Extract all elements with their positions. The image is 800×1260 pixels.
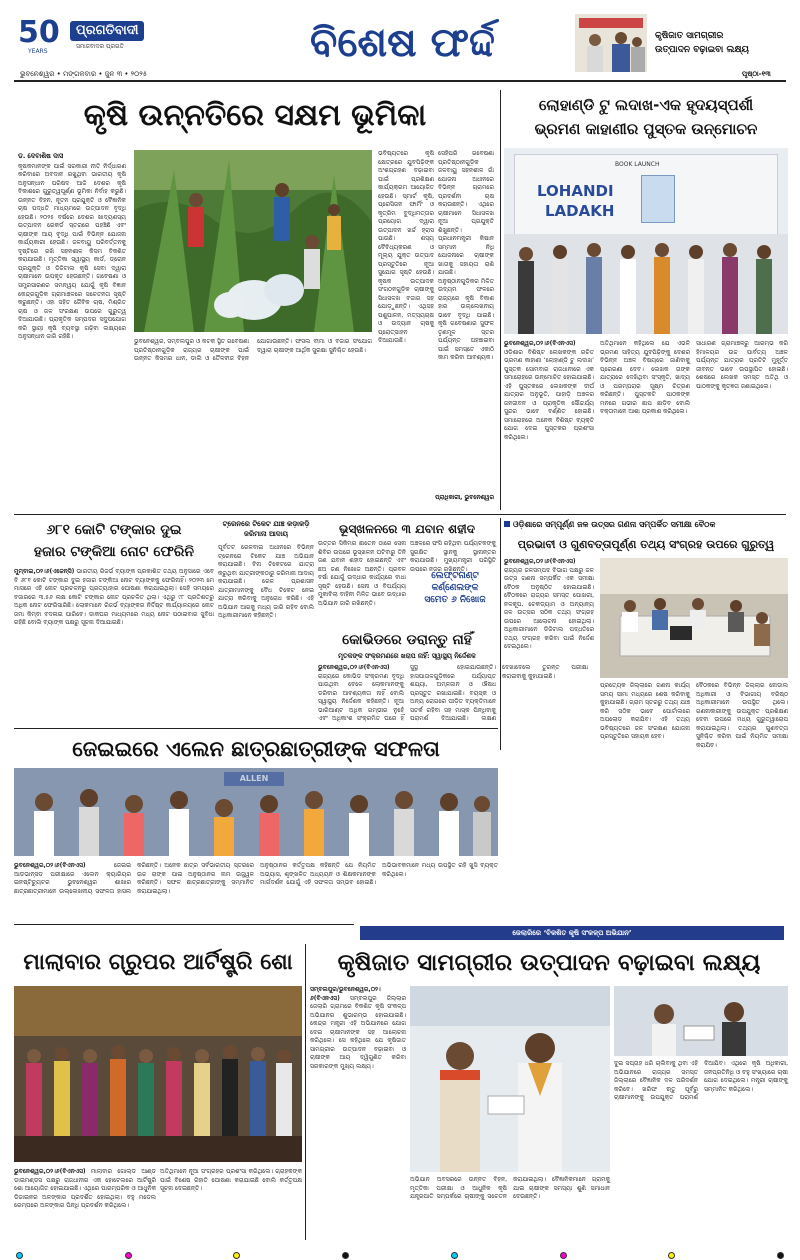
article-text bbox=[318, 664, 588, 724]
story-agri-role-col-2 bbox=[134, 338, 372, 498]
dateline: ଭୁବନେଶ୍ୱର,୦୨।୬(ବିଏନଏସ) bbox=[504, 558, 576, 565]
story-covid-subhead: ମୃତକଙ୍କ ସଂକ୍ରମଣରେ ଖରାପ ନାହିଁ: ସ୍ୱାସ୍ଥ୍ୟ ନିର୍ଦ୍ଦେଶକ bbox=[338, 652, 476, 660]
article-text bbox=[504, 558, 594, 652]
article-text: ପ୍ରତ୍ୟେକ ଜିଲ୍ଲାରେ ଗଣନା କାର୍ଯ୍ୟ ସମୟ ସୀମା ମଧ୍ୟରେ ଶେଷ କରିବାକୁ କୁହାଯାଇଛି। ଗ୍ରାମ ସ୍ତରରୁ ତଥ୍ୟ ଯାଞ୍ଚ କରି ସଠିକ ଭାବେ ପୋର୍ଟାଲରେ ଅପଲୋଡ଼ କରାଯିବ। ଏହି ତଥ୍ୟ ଭବିଷ୍ୟତରେ ଜଳ ସଂରକ୍ଷଣ ଯୋଜନା ପ୍ରସ୍ତୁତିରେ ସହାୟକ ହେବ। bbox=[600, 682, 690, 741]
campaign-banner bbox=[360, 926, 784, 940]
story-2000-notes-headline-1: ୬୮୧ କୋଟି ଟଙ୍କାର ଦୁଇ bbox=[46, 522, 182, 538]
story-malabar-headline: ମାଲାବାର ଗ୍ରୁପର ଆର୍ଟିଷ୍ଟ୍ରି ଶୋ bbox=[23, 950, 293, 975]
story-agri-role-footer: ପ୍ରାଧିକାରୀ, ଭୁବନେଶ୍ୱର bbox=[435, 494, 494, 501]
story-landslide-body bbox=[318, 540, 406, 624]
registration-dot bbox=[451, 1252, 458, 1259]
story-landslide-body-2 bbox=[410, 540, 496, 573]
registration-dot bbox=[668, 1252, 675, 1259]
story-2000-notes-headline-2: ହଜାର ଟଙ୍କିଆ ନୋଟ ଫେରିନି bbox=[33, 544, 195, 560]
allen-photo bbox=[14, 768, 498, 856]
issue-dateline: ଭୁବନେଶ୍ୱର • ମଙ୍ଗଳବାର • ଜୁନ ୩ • ୨୦୨୫ bbox=[20, 70, 148, 78]
story-allen-jee-headline: ଜେଇଇରେ ଏଲେନ ଛାତ୍ରଛାତ୍ରୀଙ୍କ ସଫଳତା bbox=[72, 737, 440, 761]
story-book-launch-col-1 bbox=[504, 340, 594, 506]
story-allen-jee-body-2 bbox=[260, 862, 498, 920]
divider bbox=[14, 924, 354, 925]
article-text: ଅତିଥିମାନେ ନୂଆ ସଂଗ୍ରହର ପ୍ରଶଂସା କରିଥିଲେ। ଗ୍ରାହକଙ୍କ ପାଇଁ ବିଶେଷ ରିହାତି ଘୋଷଣା କରାଯାଇଛି ବୋଲି କର୍ତ୍ତୃପକ୍ଷ ସୂଚନା ଦେଇଛନ୍ତି। bbox=[160, 1168, 302, 1193]
story-allen-jee-body bbox=[14, 862, 254, 920]
headline-1-text: ଓଡ଼ିଶାରେ ସମ୍ପୂର୍ଣ୍ଣ ଜଳ ଉତ୍ସର ଗଣନା ସମ୍ପର୍କିତ ସମୀକ୍ଷା ବୈଠକ bbox=[513, 520, 716, 529]
malabar-show-photo bbox=[14, 986, 302, 1162]
registration-dot bbox=[233, 1252, 240, 1259]
masthead-rule bbox=[14, 80, 786, 82]
article-text-span: ଭାରତୀୟ ରିଜର୍ଭ ବ୍ୟାଙ୍କ ପ୍ରକାଶିତ ତଥ୍ୟ ଅନୁସାରେ ଏବେ ବି ୬୮୧ କୋଟି ଟଙ୍କାର ଦୁଇ ହଜାର ଟଙ୍କିଆ ନୋଟ ବ୍ୟାଙ୍କକୁ ଫେରିନାହିଁ। ୨୦୨୩ ମେ ମାସରେ ଏହି ନୋଟ ପ୍ରଚଳନରୁ ପ୍ରତ୍ୟାହାର ଘୋଷଣା କରାଯାଇଥିଲା। ସେହି ସମୟରେ ବଜାରରେ ୩.୫୬ ଲକ୍ଷ କୋଟି ଟଙ୍କାର ନୋଟ ପ୍ରଚଳିତ ଥିଲା। ଏଥିରୁ ୯୮ ପ୍ରତିଶତରୁ ଅଧିକ ନୋଟ ଫେରିସାରିଛି। ଲୋକମାନେ ରିଜର୍ଭ ବ୍ୟାଙ୍କର ନିର୍ଦ୍ଦିଷ୍ଟ କାର୍ଯ୍ୟାଳୟରେ ନୋଟ ଜମା କିମ୍ବା ବଦଳାଇ ପାରିବେ। ଡାକଘର ମାଧ୍ୟମରେ ମଧ୍ୟ ନୋଟ ପଠାଇବାର ସୁବିଧା ରହିଛି ବୋଲି ବ୍ୟାଙ୍କ ପକ୍ଷରୁ ସୂଚନା ଦିଆଯାଇଛି। bbox=[14, 568, 214, 627]
article-text bbox=[504, 340, 594, 442]
story-agri-production-col-1 bbox=[310, 986, 406, 1236]
dateline: ଭୁବନେଶ୍ୱର,୦୨।୬(ବିଏନଏସ) bbox=[14, 1168, 86, 1175]
promo-line-2: ଉତ୍ପାଦନ ବଢ଼ାଇବା ଲକ୍ଷ୍ୟ bbox=[655, 45, 749, 55]
dateline: ଭୁବନେଶ୍ୱର,୦୨।୬(ବିଏନଏସ) bbox=[14, 862, 86, 869]
story-agri-role-col-4 bbox=[438, 150, 494, 490]
dateline: ମୁମ୍ବାଇ,୦୨।୬(ଏଜେନ୍ସି) bbox=[14, 568, 75, 575]
dateline: ସମ୍ବଲପୁର/ଭୁବନେଶ୍ୱର,୦୨।୬(ବିଏନଏସ) bbox=[310, 986, 381, 1002]
story-water-census-headline-1 bbox=[504, 520, 788, 534]
divider bbox=[500, 90, 501, 510]
story-train-check-headline-1: ଟ୍ରେନରେ ଟିକେଟ ଯାଞ୍ଚ କଡ଼ାକଡ଼ି bbox=[222, 520, 310, 528]
article-text: ଉତ୍ତର ସିକିମର ଛାତେନ ଠାରେ ସେନା ଶିବିର ଉପରେ ଭୂସ୍ଖଳନ ଘଟିବାରୁ ତିନି ଜଣ ଯବାନ ଶହୀଦ ହୋଇଛନ୍ତି ଏବଂ ଛଅ ଜଣ ନିଖୋଜ ଅଛନ୍ତି। ପ୍ରବଳ ବର୍ଷା ଯୋଗୁଁ ଉଦ୍ଧାର କାର୍ଯ୍ୟରେ ବାଧା ସୃଷ୍ଟି ହେଉଛି। ସେନା ଓ ବିପର୍ଯ୍ୟୟ ମୁକାବିଲା ବାହିନୀ ମିଳିତ ଭାବେ ଉଦ୍ଧାର ଅଭିଯାନ ଜାରି ରଖିଛନ୍ତି। bbox=[318, 540, 406, 607]
paper-tagline: ସମାଜବାଦର ପ୍ରଗତି bbox=[76, 43, 124, 50]
paper-name: ପ୍ରଗତିବାଦୀ bbox=[70, 21, 144, 41]
story-malabar-body bbox=[14, 1168, 156, 1238]
banner-title-1: LOHANDI bbox=[537, 182, 614, 200]
article-text-span: ରାଜ୍ୟର ଜଳସମ୍ପଦ ବିଭାଗ ପକ୍ଷରୁ ଜଳ ଉତ୍ସ ଗଣନା ସମ୍ପର୍କିତ ଏକ ସମୀକ୍ଷା ବୈଠକ ଅନୁଷ୍ଠିତ ହୋଇଯାଇଛି। ବୈଠକରେ ରାଜ୍ୟର ସମସ୍ତ ପୋଖରୀ, ନଳକୂପ, ଚେକଡ୍ୟାମ ଓ ଅନ୍ୟାନ୍ୟ ଜଳ ଉତ୍ସର ସଠିକ ତଥ୍ୟ ସଂଗ୍ରହ ଉପରେ ଆଲୋଚନା ହୋଇଥିଲା। ଅଧିକାରୀମାନେ ଡିଜିଟାଲ ପଦ୍ଧତିରେ ତଥ୍ୟ ସଂଗ୍ରହ କରିବା ପାଇଁ ନିର୍ଦ୍ଦେଶ ଦେଇଥିଲେ। bbox=[504, 566, 594, 651]
story-agri-production-headline: କୃଷିଜାତ ସାମଗ୍ରୀର ଉତ୍ପାଦନ ବଢ଼ାଇବା ଲକ୍ଷ୍ୟ bbox=[337, 950, 761, 976]
banner-title-2: LADAKH bbox=[545, 202, 615, 220]
story-agri-production-col-3 bbox=[614, 1060, 788, 1236]
story-water-census-col-2 bbox=[600, 682, 690, 746]
minister-photo bbox=[410, 986, 610, 1172]
article-text-span: ଜେଇଇ ଆଡଭାନ୍ସଡ ପରୀକ୍ଷାରେ ଏଲେନ କ୍ୟାରିୟର ଇନଷ୍ଟିଚ୍ୟୁଟର ଭୁବନେଶ୍ୱର ଶାଖାର ଛାତ୍ରଛାତ୍ରୀମାନେ ଉଲ୍ଲେଖନୀୟ ସଫଳତା ହାସଲ କରିଛନ୍ତି। ଅନେକ ଛାତ୍ର ସର୍ବଭାରତୀୟ ସ୍ତରରେ ଉଚ୍ଚ ରାଙ୍କ ପାଇ ଅନୁଷ୍ଠାନର ନାମ ଉଜ୍ଜ୍ୱଳ କରିଛନ୍ତି। ସଫଳ ଛାତ୍ରଛାତ୍ରୀଙ୍କୁ ସମ୍ମାନିତ କରାଯାଇଥିଲା। bbox=[14, 862, 254, 895]
story-book-launch-headline-2: ଭ୍ରମଣ କାହାଣୀର ପୁସ୍ତକ ଉନ୍ମୋଚନ bbox=[534, 120, 758, 138]
story-covid bbox=[318, 628, 588, 724]
divider bbox=[500, 518, 501, 750]
dateline: ଭୁବନେଶ୍ୱର,୦୨।୬(ବିଏନଏସ) bbox=[318, 664, 390, 671]
article-text: ଅଭିଯାନ ଅବସରରେ ଉନ୍ନତ ବିହନ, ମୃତ୍ତିକା ପରୀକ୍ଷା ଓ ଆଧୁନିକ କୃଷି ଯନ୍ତ୍ରପାତି ସମ୍ପର୍କରେ ଚାଷୀଙ୍କୁ ସଚେତନ କରାଯାଇଥିଲା। ବୈଜ୍ଞାନିକମାନେ ଗ୍ରାମକୁ ଯାଇ ଚାଷୀଙ୍କ ସମସ୍ୟା ଶୁଣି ସମାଧାନ ଦେଉଛନ୍ତି। bbox=[410, 1176, 610, 1201]
article-text: ସେହିପରି ଗବେଷଣା ପ୍ରତିଷ୍ଠାନଗୁଡ଼ିକ ଜଳବାୟୁ ସହନଶୀଳ ଗାଁ ଯୋଜନା ଅଧୀନରେ ବିଭିନ୍ନ ଗ୍ରାମରେ ପ୍ରଦର୍ଶନୀ ଚାଷ କରାଉଛନ୍ତି। ଏଥିରେ ଚାଷୀମାନେ ସିଧାସଳଖ ନୂଆ ପ୍ରଯୁକ୍ତି ଶିଖୁଛନ୍ତି। ପ୍ରଧାନମନ୍ତ୍ରୀ କିଷାନ ସମ୍ମାନ ନିଧି ଯୋଜନାରେ ଚାଷୀଙ୍କ ଖାତାକୁ ସହାୟତା ରାଶି ଯାଉଛି। ଅନୁଷ୍ଠାନଗୁଡ଼ିକର ମିଳିତ ଉଦ୍ୟମ ଫଳରେ ରାଜ୍ୟରେ କୃଷି ବିକାଶ ହାର ଉଲ୍ଲେଖନୀୟ ଭାବେ ବୃଦ୍ଧି ପାଇଛି। କୃଷି ଗବେଷଣାର ସୁଫଳ ତୃଣମୂଳ ସ୍ତର ପର୍ଯ୍ୟନ୍ତ ପହଞ୍ଚାଇବା ପାଇଁ ସମସ୍ତେ ଏକାଠି କାମ କରିବା ଆବଶ୍ୟକ। bbox=[438, 150, 494, 362]
registration-dot bbox=[16, 1252, 23, 1259]
guests-group bbox=[504, 234, 788, 334]
review-meeting-photo bbox=[600, 558, 788, 678]
article-text-span: ମାଲାବାର ଗୋଲ୍ଡ ଆଣ୍ଡ ଡାଇମଣ୍ଡସ ପକ୍ଷରୁ ରାଜଧାନୀର ଏକ ହୋଟେଲରେ ଆର୍ଟିଷ୍ଟ୍ରି ଶୋ ଆୟୋଜିତ ହୋଇଯାଇଛି। ଏଥିରେ ପାରମ୍ପରିକ ଓ ଆଧୁନିକ ଡିଜାଇନର ଅଳଙ୍କାର ପ୍ରଦର୍ଶିତ ହୋଇଥିଲା। ବହୁ ମଡେଲ ରେମ୍ପରେ ଅଳଙ୍କାର ପିନ୍ଧି ପ୍ରଦର୍ଶନ କରିଥିଲେ। bbox=[14, 1168, 156, 1210]
story-water-census-col-1 bbox=[504, 558, 594, 746]
article-text-span: ଓଡ଼ିଶାର ବିଶିଷ୍ଟ ଲେଖକଙ୍କ ରଚିତ ଭ୍ରମଣ କାହାଣୀ ‘ଲୋହାଣ୍ଡି ଟୁ ଲଦାଖ’ ପୁସ୍ତକ ସୋମବାର ରାଜଧାନୀରେ ଏକ ସମାରୋହରେ ଉନ୍ମୋଚିତ ହୋଇଯାଇଛି। ଏହି ପୁସ୍ତକରେ ଲେଖକଙ୍କ ଦୀର୍ଘ ଯାତ୍ରାର ଅନୁଭୂତି, ପାହାଡ଼ି ଅଞ୍ଚଳର ଜନଜୀବନ ଓ ପ୍ରାକୃତିକ ସୌନ୍ଦର୍ଯ୍ୟ ସୁନ୍ଦର ଭାବେ ବର୍ଣ୍ଣିତ ହୋଇଛି। ସମାରୋହରେ ଅନେକ ବିଶିଷ୍ଟ ବ୍ୟକ୍ତି ଯୋଗ ଦେଇ ପୁସ୍ତକର ପ୍ରଶଂସା କରିଥିଲେ। bbox=[504, 348, 594, 441]
story-agri-role-headline: କୃଷି ଉନ୍ନତିରେ ସକ୍ଷମ ଭୂମିକା bbox=[83, 98, 427, 133]
story-water-census-col-3 bbox=[696, 682, 788, 749]
logo-sub: YEARS bbox=[28, 48, 48, 55]
book-cover bbox=[641, 175, 675, 223]
article-text: କୃଷକମାନଙ୍କ ପାଇଁ ସରକାରୀ ନୀତି ନିର୍ଦ୍ଧାରଣ କରିବାରେ ଅବଦାନ ରଖୁଥିବା ଭାରତୀୟ କୃଷି ଅନୁସନ୍ଧାନ ପରିଷଦ ଆଜି ଦେଶର କୃଷି ବିକାଶରେ ଗୁରୁତ୍ୱପୂର୍ଣ୍ଣ ଭୂମିକା ନିର୍ବାହ କରୁଛି। ଉନ୍ନତ ବିହନ, ନୂତନ ପ୍ରଯୁକ୍ତି ଓ ବୈଜ୍ଞାନିକ ଚାଷ ପଦ୍ଧତି ମାଧ୍ୟମରେ ଉତ୍ପାଦନ ବୃଦ୍ଧି ହେଉଛି। ୨୦୨୫ ବର୍ଷରେ ଦେଶର ଖାଦ୍ୟଶସ୍ୟ ଉତ୍ପାଦନ ରେକର୍ଡ ସ୍ତରରେ ପହଞ୍ଚିଛି ଏବଂ ଚାଷୀଙ୍କ ଆୟ ବୃଦ୍ଧି ପାଇଁ ବିଭିନ୍ନ ଯୋଜନା କାର୍ଯ୍ୟକାରୀ ହେଉଛି। ଜଳବାୟୁ ପରିବର୍ତ୍ତନକୁ ଦୃଷ୍ଟିରେ ରଖି ସହନଶୀଳ କିସମ ବିକଶିତ କରାଯାଉଛି। ମୃତ୍ତିକା ସ୍ୱାସ୍ଥ୍ୟ କାର୍ଡ, ଡ୍ରୋନ ପ୍ରଯୁକ୍ତି ଓ ଡିଜିଟାଲ କୃଷି ସେବା ଦ୍ୱାରା ଚାଷୀମାନେ ଉପକୃତ ହେଉଛନ୍ତି। ଗବେଷଣା ଓ ସମ୍ପ୍ରସାରଣର ସମନ୍ୱୟ ଯୋଗୁଁ କୃଷି ବିଜ୍ଞାନ କେନ୍ଦ୍ରଗୁଡ଼ିକ ଗ୍ରାମାଞ୍ଚଳରେ ସଚେତନତା ସୃଷ୍ଟି କରୁଛନ୍ତି। ଏହା ସହିତ ଜୈବିକ ଚାଷ, ମିଶ୍ରିତ ଚାଷ ଓ ଜଳ ସଂରକ୍ଷଣ ଉପରେ ଗୁରୁତ୍ୱ ଦିଆଯାଉଛି। ପ୍ରାକୃତିକ ସମ୍ପଦର ସଦୁପଯୋଗ କରି ସ୍ଥାୟୀ କୃଷି ବ୍ୟବସ୍ଥା ଗଢ଼ିବା ଲକ୍ଷ୍ୟରେ ଅନୁସନ୍ଧାନ ଜାରି ରହିଛି। bbox=[18, 162, 126, 341]
registration-dot bbox=[342, 1252, 349, 1259]
masthead bbox=[0, 0, 800, 88]
article-text: ବୈଠକରେ ବିଭିନ୍ନ ଜିଲ୍ଲାର ନୋଡାଲ ଅଧିକାରୀ ଓ ବିଭାଗୀୟ ବରିଷ୍ଠ ଅଧିକାରୀମାନେ ଉପସ୍ଥିତ ଥିଲେ। ଗଣନାକାରୀଙ୍କୁ ଉପଯୁକ୍ତ ପ୍ରଶିକ୍ଷଣ ଦେବା ଉପରେ ମଧ୍ୟ ଗୁରୁତ୍ୱାରୋପ କରାଯାଇଥିଲା। ତଥ୍ୟର ଗୁଣବତ୍ତା ସୁନିଶ୍ଚିତ କରିବା ପାଇଁ ନିୟମିତ ସମୀକ୍ଷା କରାଯିବ। bbox=[696, 682, 788, 749]
landslide-subhead bbox=[414, 570, 496, 606]
book-launch-photo bbox=[504, 148, 788, 334]
agri-field-photo bbox=[134, 150, 372, 332]
story-landslide bbox=[318, 518, 496, 624]
subhead-line-1: ଲେଫ୍ଟନାଣ୍ଟ bbox=[431, 571, 479, 581]
square-bullet bbox=[504, 521, 510, 527]
article-text: ଭୁବନେଶ୍ୱର, ସମ୍ବଲପୁର ଓ କଟକ ସ୍ଥିତ ଗବେଷଣା ପ୍ରତିଷ୍ଠାନଗୁଡ଼ିକ ରାଜ୍ୟର ଚାଷୀଙ୍କ ପାଇଁ ଉନ୍ନତ କିସମର ଧାନ, ଡାଲି ଓ ତୈଳବୀଜ ବିହନ ଯୋଗାଉଛନ୍ତି। ଫସଲ ବୀମା ଓ ବଜାର ସଂଯୋଗ ଦ୍ୱାରା ଚାଷୀଙ୍କ ଆର୍ଥିକ ସୁରକ୍ଷା ସୁନିଶ୍ଚିତ ହେଉଛି। bbox=[134, 338, 372, 363]
article-text: ପୂର୍ବତଟ ରେଳବାଇ ଅଧୀନରେ ବିଭିନ୍ନ ଟ୍ରେନରେ ଟିକେଟ ଯାଞ୍ଚ ଅଭିଯାନ କରାଯାଇଛି। ବିନା ଟିକେଟରେ ଯାତ୍ରା କରୁଥିବା ଯାତ୍ରୀଙ୍କଠାରୁ ଜରିମାନା ଆଦାୟ କରାଯାଇଛି। ରେଳ ପ୍ରଶାସନ ଯାତ୍ରୀମାନଙ୍କୁ ବୈଧ ଟିକେଟ ନେଇ ଯାତ୍ରା କରିବାକୁ ଅନୁରୋଧ କରିଛି। ଏହି ଅଭିଯାନ ଆଗକୁ ମଧ୍ୟ ଜାରି ରହିବ ବୋଲି ଅଧିକାରୀମାନେ କହିଛନ୍ତି। bbox=[218, 544, 314, 620]
campaign-banner-text: ଜେଲାରିରେ ‘ବିକଶିତ କୃଷି ସଂକଳ୍ପ ଅଭିଯାନ’ bbox=[512, 929, 632, 937]
registration-dot bbox=[125, 1252, 132, 1259]
promo-line-1: କୃଷିଜାତ ସାମଗ୍ରୀର bbox=[655, 31, 724, 41]
story-train-check-headline-2: ଜରିମାନା ଆଦାୟ bbox=[243, 530, 288, 538]
fifty-years-emblem bbox=[18, 15, 62, 64]
article-text-span: ରାଜ୍ୟରେ କୋଭିଡ ସଂକ୍ରମଣ ବୃଦ୍ଧି ପାଉଥିବା ବେଳେ ଲୋକମାନଙ୍କୁ ଡରିବାର ଆବଶ୍ୟକତା ନାହିଁ ବୋଲି ସ୍ୱାସ୍ଥ୍ୟ ନିର୍ଦ୍ଦେଶକ କହିଛନ୍ତି। ନୂଆ ଭାରିଆଣ୍ଟ ଅଧିକ ଗମ୍ଭୀର ନୁହେଁ ଏବଂ ଅଧିକାଂଶ ସଂକ୍ରମିତ ଘରେ ହିଁ ସୁସ୍ଥ ହୋଇଯାଉଛନ୍ତି। ହାସପାତାଳଗୁଡ଼ିକରେ ପର୍ଯ୍ୟାପ୍ତ ଶଯ୍ୟା, ଅମ୍ଳଜାନ ଓ ଔଷଧ ପ୍ରସ୍ତୁତ ରଖାଯାଇଛି। ବୟସ୍କ ଓ ଅନ୍ୟ ରୋଗରେ ପୀଡ଼ିତ ବ୍ୟକ୍ତିମାନେ ସତର୍କ ରହିବା ସହ ମାସ୍କ ପିନ୍ଧିବାକୁ ପରାମର୍ଶ ଦିଆଯାଇଛି। ଲକ୍ଷଣ ଦେଖାଦେଲେ ତୁରନ୍ତ ପରୀକ୍ଷା କରାଇବାକୁ କୁହାଯାଇଛି। bbox=[318, 664, 588, 723]
story-2000-notes bbox=[14, 518, 214, 724]
subhead-line-3: ସମେତ ୬ ନିଖୋଜ bbox=[424, 595, 486, 606]
story-covid-headline: କୋଭିଡରେ ଡରାନ୍ତୁ ନାହିଁ bbox=[342, 632, 472, 648]
section-title: ବିଶେଷ ଫର୍ଦ୍ଦ bbox=[310, 20, 495, 66]
article-text bbox=[310, 986, 406, 1071]
story-book-launch-col-3 bbox=[696, 340, 788, 506]
registration-dot bbox=[777, 1252, 784, 1259]
page-number: ପୃଷ୍ଠା-୧୩ bbox=[742, 70, 771, 78]
story-agri-production-col-2 bbox=[410, 1176, 610, 1236]
article-text: ଅତିଥିମାନେ କହିଥିଲେ ଯେ ଏଭଳି ଭ୍ରମଣ ସାହିତ୍ୟ ଯୁବପିଢ଼ିଙ୍କୁ ଦେଶର ବିଭିନ୍ନ ଅଞ୍ଚଳ ବିଷୟରେ ଜାଣିବାକୁ ପ୍ରେରଣା ଦେବ। ଲେଖକ ତାଙ୍କ ଯାତ୍ରାରେ ଦେଖିଥିବା ସଂସ୍କୃତି, ଖାଦ୍ୟ ଓ ପରମ୍ପରାର ସୂକ୍ଷ୍ମ ଚିତ୍ରଣ କରିଛନ୍ତି। ପୁସ୍ତକଟି ପାଠକଙ୍କ ମନରେ ଗଭୀର ଛାପ ଛାଡ଼ିବ ବୋଲି ବକ୍ତାମାନେ ଆଶା ପ୍ରକାଶ କରିଥିଲେ। bbox=[600, 340, 690, 416]
story-malabar-body-2 bbox=[160, 1168, 302, 1238]
promo-box[interactable] bbox=[575, 14, 785, 72]
logo-number: 50 bbox=[18, 15, 60, 50]
article-text: ଅଞ୍ଚଳରେ ଫସି ରହିଥିବା ପର୍ଯ୍ୟଟକଙ୍କୁ ସୁରକ୍ଷିତ ସ୍ଥାନକୁ ସ୍ଥାନାନ୍ତର କରାଯାଉଛି। ମୁଖ୍ୟମନ୍ତ୍ରୀ ପରିସ୍ଥିତି ଉପରେ ନଜର ରଖିଛନ୍ତି। bbox=[410, 540, 496, 573]
article-text: ଭବିଷ୍ୟତରେ କୃଷି କ୍ଷେତ୍ରରେ ଯୁବପିଢ଼ିଙ୍କ ଅଂଶଗ୍ରହଣ ବଢ଼ାଇବା ପାଇଁ ପ୍ରଶିକ୍ଷଣ କାର୍ଯ୍ୟକ୍ରମ ଆୟୋଜିତ ହେଉଛି। ସ୍ମାର୍ଟ କୃଷି, ପ୍ରେସିଜନ ଫାର୍ମିଂ ଓ କୃତ୍ରିମ ବୁଦ୍ଧିମତ୍ତାର ପ୍ରୟୋଗ ଦ୍ୱାରା ଉତ୍ପାଦନ ଖର୍ଚ୍ଚ ହ୍ରାସ ପାଉଛି। ଶସ୍ୟ ବୈବିଧ୍ୟକରଣ ଓ ମୂଲ୍ୟ ଯୁକ୍ତ ଉତ୍ପାଦ ପ୍ରସ୍ତୁତିରେ ନୂଆ ସୁଯୋଗ ସୃଷ୍ଟି ହେଉଛି। କୃଷକ ଉତ୍ପାଦକ ସଂଗଠନଗୁଡ଼ିକ ଚାଷୀଙ୍କୁ ସିଧାସଳଖ ବଜାର ସହ ଯୋଡ଼ୁଛନ୍ତି। ଏଥିସହ ପଶୁପାଳନ, ମତ୍ସ୍ୟଚାଷ ଓ ଉଦ୍ୟାନ ଚାଷକୁ ପ୍ରୋତ୍ସାହନ ଦିଆଯାଉଛି। bbox=[378, 150, 434, 345]
promo-photo bbox=[575, 14, 647, 72]
registration-marks bbox=[0, 1251, 800, 1260]
subhead-line-2: କର୍ଣ୍ଣେଲଙ୍କ bbox=[431, 583, 479, 594]
story-landslide-headline: ଭୂସ୍ଖଳନରେ ୩ ଯବାନ ଶହୀଦ bbox=[339, 522, 475, 536]
story-malabar bbox=[14, 944, 302, 1240]
article-text bbox=[14, 1168, 156, 1211]
story-allen-jee bbox=[14, 732, 498, 922]
story-2000-notes-body bbox=[14, 568, 214, 722]
story-book-launch-col-2 bbox=[600, 340, 690, 506]
registration-dot bbox=[560, 1252, 567, 1259]
story-covid-body bbox=[318, 664, 588, 724]
divider bbox=[305, 944, 306, 1240]
article-text-span: ସମ୍ବଲପୁର ଜିଲ୍ଲାର ଜେଲାରି ଗ୍ରାମରେ ବିକଶିତ କୃଷି ସଂକଳ୍ପ ଅଭିଯାନର ଶୁଭାରମ୍ଭ ହୋଇଯାଇଛି। କେନ୍ଦ୍ର ମନ୍ତ୍ରୀ ଏହି ଅଭିଯାନରେ ଯୋଗ ଦେଇ ଚାଷୀମାନଙ୍କ ସହ ଆଲୋଚନା କରିଥିଲେ। ସେ କହିଥିଲେ ଯେ କୃଷିଜାତ ସାମଗ୍ରୀର ଉତ୍ପାଦନ ବଢ଼ାଇବା ଓ ଚାଷୀଙ୍କ ଆୟ ଦ୍ୱିଗୁଣିତ କରିବା ସରକାରଙ୍କ ମୁଖ୍ୟ ଲକ୍ଷ୍ୟ। bbox=[310, 994, 406, 1070]
story-agri-role-col-3 bbox=[378, 150, 434, 490]
story-water-census bbox=[504, 518, 788, 750]
dateline: ଭୁବନେଶ୍ୱର,୦୨।୬(ବିଏନଏସ) bbox=[504, 340, 576, 347]
story-book-launch-headline-1: ଲୋହାଣ୍ଡି ଟୁ ଲଦାଖ-ଏକ ହୃଦୟସ୍ପର୍ଶୀ bbox=[538, 96, 754, 114]
story-book-launch bbox=[504, 90, 788, 510]
article-text bbox=[14, 568, 214, 628]
article-text bbox=[14, 862, 254, 920]
divider bbox=[14, 728, 498, 729]
story-train-check-body bbox=[218, 544, 314, 722]
byline: ଡ. ଦେବାଶିଷ ଦାସ bbox=[18, 152, 64, 160]
banner-top-text: BOOK LAUNCH bbox=[615, 161, 660, 168]
students-group bbox=[14, 768, 498, 856]
article-text: ସାଧାରଣ ଗ୍ରାମାଞ୍ଚଳରୁ ଆରମ୍ଭ କରି ହିମାଳୟର ଉଚ୍ଚ ପାର୍ବତ୍ୟ ଅଞ୍ଚଳ ପର୍ଯ୍ୟନ୍ତ ଯାତ୍ରାର ପ୍ରତିଟି ମୁହୂର୍ତ୍ତ ଜୀବନ୍ତ ଭାବେ ଉପସ୍ଥାପିତ ହୋଇଛି। ଶେଷରେ ଲେଖକ ସମସ୍ତ ଅତିଥି ଓ ପାଠକଙ୍କୁ କୃତଜ୍ଞତା ଜଣାଇଥିଲେ। bbox=[696, 340, 788, 390]
story-train-check bbox=[218, 518, 314, 724]
divider bbox=[14, 514, 786, 515]
paper-logo[interactable] bbox=[18, 15, 193, 68]
farmer-photo bbox=[614, 986, 788, 1056]
article-text: ଅନୁଷ୍ଠାନର କର୍ତ୍ତୃପକ୍ଷ କହିଛନ୍ତି ଯେ ନିୟମିତ ଅଭ୍ୟାସ, ଶୃଙ୍ଖଳିତ ଅଧ୍ୟୟନ ଓ ଶିକ୍ଷକମାନଙ୍କ ମାର୍ଗଦର୍ଶନ ଯୋଗୁଁ ଏହି ସଫଳତା ସମ୍ଭବ ହୋଇଛି। ଅଭିଭାବକମାନେ ମଧ୍ୟ ଉପସ୍ଥିତ ରହି ଖୁସି ବ୍ୟକ୍ତ କରିଥିଲେ। bbox=[260, 862, 498, 887]
article-text: ଦୁଇ ସପ୍ତାହ ଧରି ଚାଲିବାକୁ ଥିବା ଏହି ଅଭିଯାନରେ ରାଜ୍ୟର ସମସ୍ତ ଜିଲ୍ଲାରେ ବୈଜ୍ଞାନିକ ଦଳ ପରିଦର୍ଶନ କରିବେ। ଖରିଫ ଋତୁ ପୂର୍ବରୁ ଚାଷୀମାନଙ୍କୁ ଉପଯୁକ୍ତ ପରାମର୍ଶ ଦିଆଯିବ। ଏଥିରେ କୃଷି ଅଧିକାରୀ, ଜନପ୍ରତିନିଧି ଓ ବହୁ ସଂଖ୍ୟାରେ ଚାଷୀ ଯୋଗ ଦେଇଥିଲେ। ମନ୍ତ୍ରୀ ଚାଷୀଙ୍କୁ ସମ୍ମାନିତ କରିଥିଲେ। bbox=[614, 1060, 788, 1102]
story-agri-production bbox=[310, 944, 788, 1240]
story-water-census-headline-2: ପ୍ରଭାବୀ ଓ ଗୁଣବତ୍ତାପୂର୍ଣ୍ଣ ତଥ୍ୟ ସଂଗ୍ରହ ଉପରେ ଗୁରୁତ୍ୱ bbox=[517, 538, 775, 551]
story-agri-role bbox=[14, 90, 496, 508]
story-agri-role-col-1 bbox=[18, 152, 126, 500]
